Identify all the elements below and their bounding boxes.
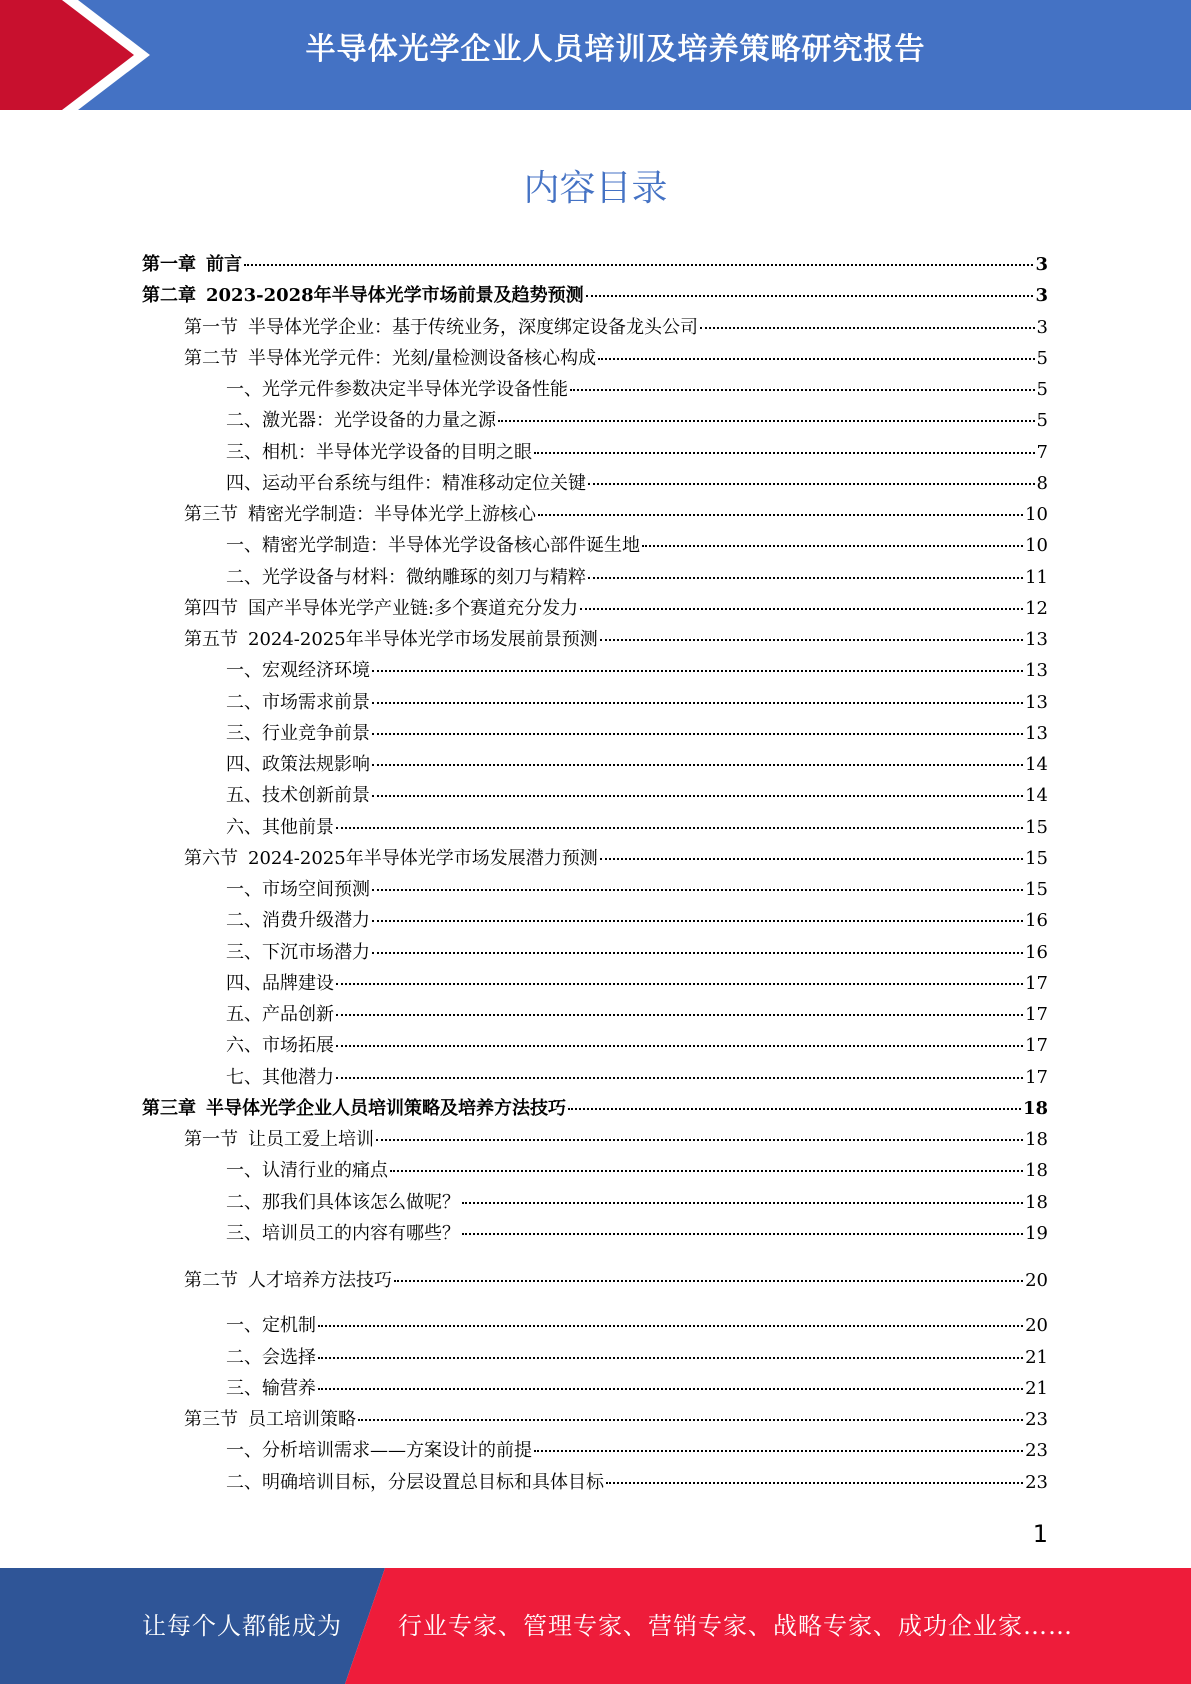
footer-slogan-right: 行业专家、管理专家、营销专家、战略专家、成功企业家…… — [398, 1612, 1073, 1640]
toc-dot-leader — [318, 1388, 1023, 1390]
toc-dot-leader — [372, 764, 1023, 766]
toc-entry[interactable] — [226, 1003, 1048, 1027]
toc-entry[interactable] — [226, 1159, 1048, 1183]
toc-entry-number: 第三节 — [184, 504, 238, 525]
toc-entry-title: 国产半导体光学产业链:多个赛道充分发力 — [248, 597, 579, 619]
toc-dot-leader — [598, 358, 1034, 360]
toc-dot-leader — [462, 1202, 1023, 1204]
toc-entry-title: 半导体光学企业人员培训策略及培养方法技巧 — [206, 1097, 566, 1119]
toc-dot-leader — [318, 1325, 1023, 1327]
toc-entry-title: 二、市场需求前景 — [226, 691, 370, 713]
toc-dot-leader — [336, 1014, 1023, 1016]
toc-dot-leader — [372, 952, 1023, 954]
toc-dot-leader — [600, 858, 1023, 860]
toc-entry-page: 16 — [1025, 941, 1048, 963]
toc-entry-page: 10 — [1025, 535, 1048, 557]
toc-entry[interactable] — [226, 1222, 1048, 1246]
toc-dot-leader — [588, 483, 1035, 485]
toc-entry-number: 第四节 — [184, 597, 238, 619]
toc-entry-page: 16 — [1025, 910, 1048, 932]
toc-entry[interactable] — [226, 472, 1048, 496]
toc-entry-page: 17 — [1025, 972, 1048, 994]
toc-entry-title: 精密光学制造：半导体光学上游核心 — [248, 504, 536, 525]
toc-entry-title: 二、会选择 — [226, 1346, 316, 1368]
toc-dot-leader — [588, 577, 1023, 579]
toc-dot-leader — [642, 545, 1023, 547]
toc-entry-title: 员工培训策略 — [248, 1409, 356, 1430]
page-footer — [0, 1568, 1191, 1684]
toc-entry-number: 第五节 — [184, 629, 238, 650]
toc-entry-page: 15 — [1025, 879, 1048, 900]
toc-entry-number: 第三节 — [184, 1409, 238, 1430]
toc-dot-leader — [600, 639, 1023, 641]
toc-entry-page: 3 — [1035, 285, 1048, 307]
toc-entry-title: 一、定机制 — [226, 1315, 316, 1337]
toc-entry-page: 21 — [1025, 1346, 1048, 1368]
toc-entry-page: 8 — [1036, 472, 1048, 494]
toc-dot-leader — [336, 827, 1023, 829]
toc-entry[interactable] — [226, 1066, 1048, 1090]
toc-entry[interactable] — [184, 1269, 1048, 1293]
toc-entry[interactable] — [184, 597, 1048, 621]
toc-entry-page: 3 — [1035, 254, 1048, 275]
toc-dot-leader — [372, 920, 1023, 922]
toc-dot-leader — [358, 1419, 1023, 1421]
toc-entry-title: 半导体光学元件：光刻/量检测设备核心构成 — [248, 347, 597, 369]
toc-dot-leader — [534, 1450, 1023, 1452]
toc-entry-title: 二、明确培训目标，分层设置总目标和具体目标 — [226, 1471, 604, 1493]
toc-entry-number: 第六节 — [184, 847, 238, 869]
toc-entry[interactable] — [184, 847, 1048, 871]
toc-dot-leader — [372, 702, 1023, 704]
toc-dot-leader — [318, 1357, 1023, 1359]
toc-entry[interactable] — [226, 1191, 1048, 1215]
toc-dot-leader — [376, 1139, 1023, 1141]
toc-entry[interactable] — [226, 909, 1048, 933]
toc-dot-leader — [372, 889, 1023, 891]
toc-dot-leader — [700, 327, 1035, 329]
toc-dot-leader — [372, 733, 1023, 735]
toc-entry-page: 13 — [1025, 691, 1048, 713]
toc-dot-leader — [372, 795, 1023, 797]
toc-entry-title: 三、培训员工的内容有哪些？ — [226, 1222, 460, 1244]
toc-entry-number: 第三章 — [142, 1097, 196, 1119]
toc-entry[interactable] — [226, 1034, 1048, 1058]
toc-dot-leader — [586, 295, 1034, 297]
toc-entry-title: 一、分析培训需求——方案设计的前提 — [226, 1440, 532, 1462]
toc-entry-page: 18 — [1025, 1129, 1048, 1150]
toc-entry[interactable] — [226, 659, 1048, 683]
toc-entry[interactable] — [226, 409, 1048, 433]
toc-entry-page: 17 — [1025, 1004, 1048, 1025]
toc-dot-leader — [244, 264, 1033, 266]
toc-entry[interactable] — [184, 347, 1048, 371]
toc-entry-title: 人才培养方法技巧 — [248, 1270, 392, 1291]
toc-entry[interactable] — [184, 1128, 1048, 1152]
toc-entry-title: 三、行业竞争前景 — [226, 722, 370, 744]
toc-entry[interactable] — [226, 1314, 1048, 1338]
toc-entry[interactable] — [226, 1346, 1048, 1370]
toc-entry-page: 7 — [1036, 441, 1048, 463]
toc-dot-leader — [336, 983, 1023, 985]
toc-entry-title: 三、输营养 — [226, 1377, 316, 1399]
toc-dot-leader — [394, 1280, 1023, 1282]
toc-entry-page: 15 — [1025, 816, 1048, 838]
toc-entry-page: 13 — [1025, 629, 1048, 650]
page-number: 1 — [1032, 1520, 1048, 1548]
toc-dot-leader — [498, 420, 1035, 422]
toc-entry[interactable] — [142, 253, 1048, 277]
toc-entry-title: 二、激光器：光学设备的力量之源 — [226, 410, 496, 432]
toc-entry[interactable] — [226, 753, 1048, 777]
toc-entry-page: 19 — [1025, 1222, 1048, 1244]
toc-entry-page: 23 — [1025, 1409, 1048, 1430]
toc-dot-leader — [336, 1045, 1023, 1047]
toc-entry-page: 3 — [1036, 316, 1048, 338]
toc-entry-page: 5 — [1036, 379, 1048, 400]
toc-dot-leader — [462, 1233, 1023, 1235]
toc-entry[interactable] — [184, 628, 1048, 652]
toc-entry-title: 二、消费升级潜力 — [226, 910, 370, 932]
toc-entry[interactable] — [226, 878, 1048, 902]
toc-heading: 内容目录 — [523, 168, 668, 209]
toc-entry-page: 5 — [1036, 410, 1048, 432]
toc-entry-page: 21 — [1025, 1377, 1048, 1399]
toc-entry-page: 18 — [1022, 1097, 1048, 1119]
toc-entry-page: 12 — [1025, 597, 1048, 619]
toc-entry-page: 5 — [1036, 347, 1048, 369]
toc-entry-title: 让员工爱上培训 — [248, 1129, 374, 1150]
toc-dot-leader — [534, 452, 1035, 454]
toc-entry-page: 20 — [1025, 1315, 1048, 1337]
toc-dot-leader — [580, 608, 1023, 610]
toc-dot-leader — [570, 389, 1035, 391]
toc-entry[interactable] — [226, 378, 1048, 402]
toc-entry-number: 第一节 — [184, 316, 238, 338]
toc-entry[interactable] — [226, 441, 1048, 465]
toc-entry-page: 10 — [1025, 504, 1048, 525]
toc-entry[interactable] — [184, 1408, 1048, 1432]
toc-entry[interactable] — [226, 1377, 1048, 1401]
report-title: 半导体光学企业人员培训及培养策略研究报告 — [305, 32, 926, 67]
toc-entry-title: 2024-2025年半导体光学市场发展潜力预测 — [248, 847, 598, 869]
toc-entry-title: 2023-2028年半导体光学市场前景及趋势预测 — [206, 285, 584, 307]
toc-dot-leader — [390, 1170, 1023, 1172]
toc-entry-number: 第一章 — [142, 254, 196, 275]
toc-entry[interactable] — [142, 1097, 1048, 1121]
toc-entry[interactable] — [226, 784, 1048, 808]
toc-entry-title: 五、技术创新前景 — [226, 785, 370, 807]
toc-entry-page: 18 — [1025, 1160, 1048, 1182]
toc-entry-title: 四、政策法规影响 — [226, 754, 370, 775]
toc-entry-page: 14 — [1025, 785, 1048, 807]
toc-entry-title: 三、相机：半导体光学设备的目明之眼 — [226, 441, 532, 463]
toc-entry-page: 13 — [1025, 722, 1048, 744]
toc-entry-page: 18 — [1025, 1191, 1048, 1213]
toc-entry-page: 17 — [1025, 1035, 1048, 1057]
toc-entry-title: 一、宏观经济环境 — [226, 660, 370, 682]
toc-entry-page: 23 — [1025, 1471, 1048, 1493]
toc-entry-title: 二、光学设备与材料：微纳雕琢的刻刀与精粹 — [226, 566, 586, 588]
toc-dot-leader — [606, 1482, 1023, 1484]
toc-entry[interactable] — [184, 316, 1048, 340]
toc-entry-page: 11 — [1025, 566, 1048, 588]
toc-entry-title: 前言 — [206, 254, 242, 275]
toc-entry-page: 17 — [1025, 1066, 1048, 1088]
toc-entry[interactable] — [142, 284, 1048, 308]
toc-entry[interactable] — [226, 972, 1048, 996]
toc-entry[interactable] — [226, 816, 1048, 840]
toc-entry-title: 六、其他前景 — [226, 816, 334, 838]
toc-entry-number: 第二章 — [142, 285, 196, 307]
toc-entry-title: 四、品牌建设 — [226, 972, 334, 994]
toc-entry-title: 半导体光学企业：基于传统业务，深度绑定设备龙头公司 — [248, 316, 698, 338]
toc-entry[interactable] — [226, 941, 1048, 965]
toc-entry-title: 2024-2025年半导体光学市场发展前景预测 — [248, 629, 598, 650]
toc-entry-page: 13 — [1025, 660, 1048, 682]
toc-entry-title: 一、市场空间预测 — [226, 879, 370, 900]
toc-dot-leader — [568, 1108, 1021, 1110]
toc-entry-number: 第二节 — [184, 347, 238, 369]
toc-entry-page: 20 — [1025, 1270, 1048, 1291]
toc-entry-title: 三、下沉市场潜力 — [226, 941, 370, 963]
toc-dot-leader — [336, 1077, 1023, 1079]
toc-entry-title: 二、那我们具体该怎么做呢？ — [226, 1191, 460, 1213]
footer-slogan-left: 让每个人都能成为 — [142, 1612, 342, 1640]
toc-entry[interactable] — [226, 1471, 1048, 1495]
toc-entry-title: 四、运动平台系统与组件：精准移动定位关键 — [226, 472, 586, 494]
toc-entry[interactable] — [226, 1439, 1048, 1463]
toc-entry-title: 一、光学元件参数决定半导体光学设备性能 — [226, 379, 568, 400]
toc-entry-title: 一、精密光学制造：半导体光学设备核心部件诞生地 — [226, 535, 640, 557]
toc-entry-page: 23 — [1025, 1440, 1048, 1462]
toc-entry[interactable] — [184, 503, 1048, 527]
toc-entry-title: 五、产品创新 — [226, 1004, 334, 1025]
toc-dot-leader — [538, 514, 1023, 516]
toc-entry-number: 第一节 — [184, 1129, 238, 1150]
toc-entry-page: 15 — [1025, 847, 1048, 869]
toc-entry[interactable] — [226, 722, 1048, 746]
toc-entry-title: 六、市场拓展 — [226, 1035, 334, 1057]
toc-dot-leader — [372, 670, 1023, 672]
toc-entry-title: 七、其他潜力 — [226, 1066, 334, 1088]
toc-entry[interactable] — [226, 566, 1048, 590]
toc-entry-number: 第二节 — [184, 1270, 238, 1291]
toc-entry-title: 一、认清行业的痛点 — [226, 1160, 388, 1182]
toc-entry-page: 14 — [1025, 754, 1048, 775]
toc-entry[interactable] — [226, 691, 1048, 715]
page-header — [0, 0, 1191, 110]
toc-entry[interactable] — [226, 534, 1048, 558]
